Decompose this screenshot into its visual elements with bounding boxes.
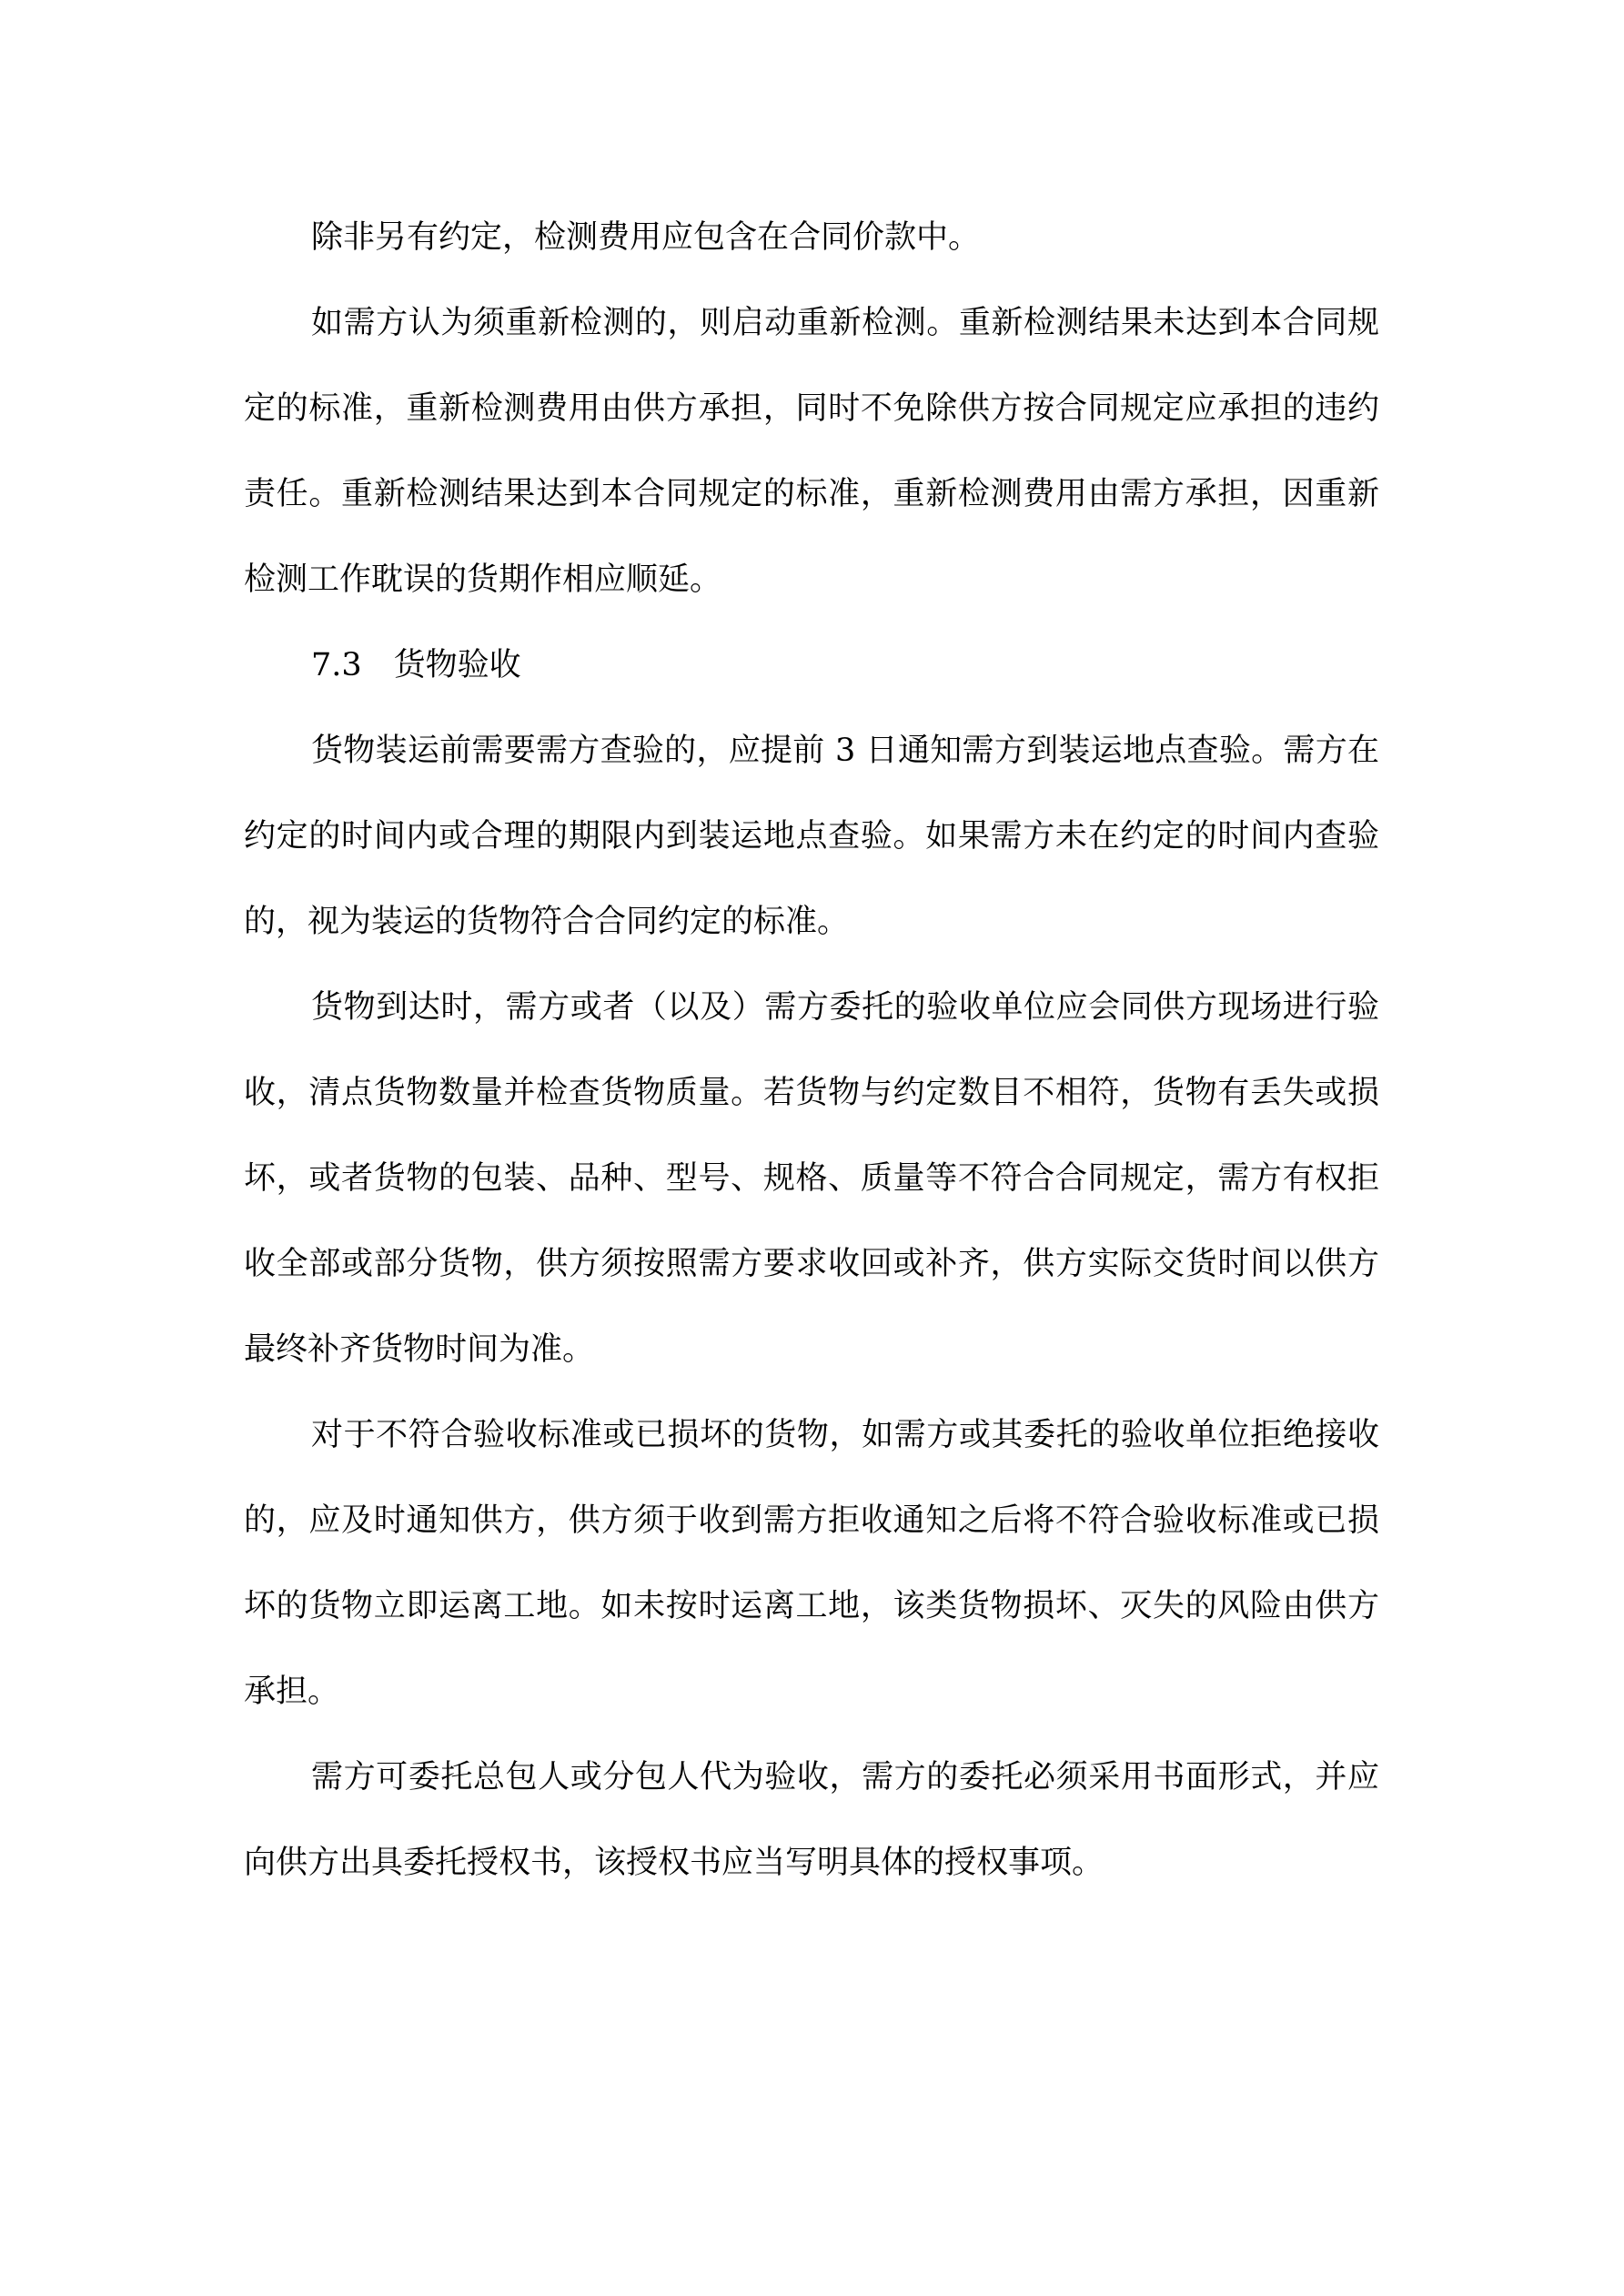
section-heading: 7.3 货物验收 (311, 647, 521, 683)
text-line: 如需方认为须重新检测的，则启动重新检测。重新检测结果未达到本合同规 (311, 305, 1379, 341)
text-line: 检测工作耽误的货期作相应顺延。 (244, 561, 722, 598)
text-line: 承担。 (244, 1674, 340, 1710)
text-line: 最终补齐货物时间为准。 (244, 1331, 595, 1368)
text-line: 向供方出具委托授权书，该授权书应当写明具体的授权事项。 (244, 1845, 1105, 1881)
text-line: 坏的货物立即运离工地。如未按时运离工地，该类货物损坏、灭失的风险由供方 (244, 1588, 1379, 1624)
text-line: 除非另有约定，检测费用应包含在合同价款中。 (311, 219, 981, 256)
text-line: 收全部或部分货物，供方须按照需方要求收回或补齐，供方实际交货时间以供方 (244, 1246, 1379, 1282)
text-line: 货物装运前需要需方查验的，应提前 3 日通知需方到装运地点查验。需方在 (311, 733, 1379, 769)
text-line: 货物到达时，需方或者（以及）需方委托的验收单位应会同供方现场进行验 (311, 989, 1379, 1026)
text-line: 收，清点货物数量并检查货物质量。若货物与约定数目不相符，货物有丢失或损 (244, 1075, 1379, 1111)
contract-text-body (244, 195, 1379, 1906)
text-line: 对于不符合验收标准或已损坏的货物，如需方或其委托的验收单位拒绝接收 (311, 1417, 1379, 1453)
text-line: 需方可委托总包人或分包人代为验收，需方的委托必须采用书面形式，并应 (311, 1759, 1379, 1795)
text-line: 定的标准，重新检测费用由供方承担，同时不免除供方按合同规定应承担的违约 (244, 390, 1379, 427)
text-line: 的，视为装运的货物符合合同约定的标准。 (244, 904, 850, 940)
text-line: 责任。重新检测结果达到本合同规定的标准，重新检测费用由需方承担，因重新 (244, 476, 1379, 512)
text-line: 坏，或者货物的包装、品种、型号、规格、质量等不符合合同规定，需方有权拒 (244, 1160, 1379, 1197)
text-line: 约定的时间内或合理的期限内到装运地点查验。如果需方未在约定的时间内查验 (244, 818, 1379, 855)
text-line: 的，应及时通知供方，供方须于收到需方拒收通知之后将不符合验收标准或已损 (244, 1502, 1379, 1539)
